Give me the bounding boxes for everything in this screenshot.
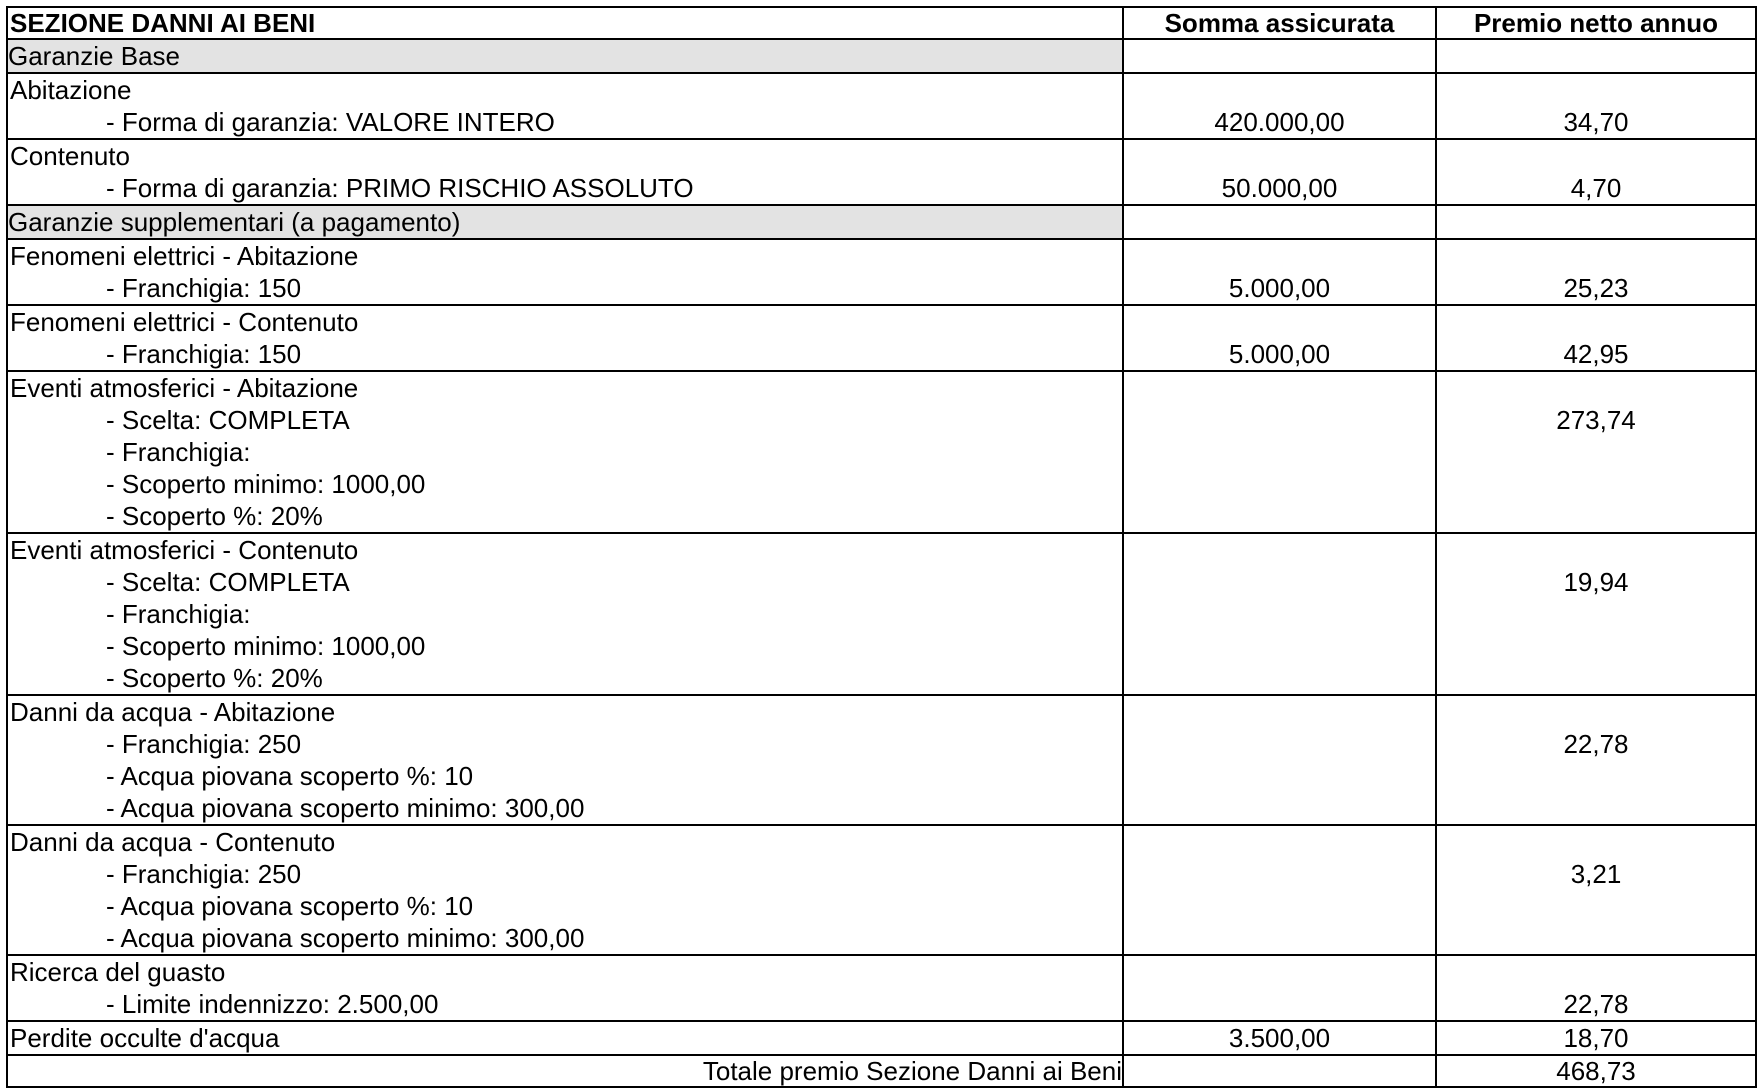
coverage-description-cell xyxy=(7,139,1123,205)
insured-sum-value: 5.000,00 xyxy=(1228,273,1331,303)
insured-sum-cell xyxy=(1123,305,1436,371)
insured-sum-cell xyxy=(1123,955,1436,1021)
coverage-detail: - Acqua piovana scoperto %: 10 xyxy=(106,761,474,791)
insured-sum-cell xyxy=(1123,73,1436,139)
coverage-name: Ricerca del guasto xyxy=(10,957,226,987)
section-empty-cell xyxy=(1436,205,1756,239)
coverage-detail: - Acqua piovana scoperto minimo: 300,00 xyxy=(106,923,585,953)
insured-sum-cell xyxy=(1123,239,1436,305)
section-row-base xyxy=(7,39,1756,73)
insured-sum-cell xyxy=(1123,371,1436,533)
coverage-row xyxy=(7,73,1756,139)
net-premium-value: 18,70 xyxy=(1563,1023,1629,1053)
coverage-row xyxy=(7,533,1756,695)
coverage-detail: - Acqua piovana scoperto %: 10 xyxy=(106,891,474,921)
coverage-row xyxy=(7,695,1756,825)
coverage-row xyxy=(7,305,1756,371)
coverage-description-cell xyxy=(7,239,1123,305)
coverage-name: Contenuto xyxy=(10,141,130,171)
insured-sum-value xyxy=(1124,662,1435,694)
net-premium-cell xyxy=(1436,825,1756,955)
net-premium-cell xyxy=(1436,1021,1756,1055)
coverage-name: Eventi atmosferici - Abitazione xyxy=(10,373,359,403)
coverage-name: Danni da acqua - Abitazione xyxy=(10,697,336,727)
section-label-supplementary: Garanzie supplementari (a pagamento) xyxy=(7,205,1123,239)
total-empty-cell xyxy=(1123,1055,1436,1087)
net-premium-value: 22,78 xyxy=(1563,729,1629,759)
coverage-description-cell xyxy=(7,1021,1123,1055)
coverage-row xyxy=(7,1021,1756,1055)
net-premium-value: 273,74 xyxy=(1556,405,1636,435)
coverage-row xyxy=(7,825,1756,955)
insurance-premium-table xyxy=(6,6,1757,1088)
coverage-detail: - Scoperto minimo: 1000,00 xyxy=(106,469,426,499)
total-premium-value: 468,73 xyxy=(1436,1055,1756,1087)
insured-sum-value xyxy=(1124,988,1435,1020)
coverage-row xyxy=(7,139,1756,205)
net-premium-value: 42,95 xyxy=(1563,339,1629,369)
header-row xyxy=(7,7,1756,39)
insured-sum-cell xyxy=(1123,825,1436,955)
section-empty-cell xyxy=(1123,205,1436,239)
insured-sum-cell xyxy=(1123,139,1436,205)
net-premium-cell xyxy=(1436,73,1756,139)
coverage-name: Danni da acqua - Contenuto xyxy=(10,827,336,857)
coverage-name: Perdite occulte d'acqua xyxy=(10,1023,280,1053)
coverage-detail: - Scoperto %: 20% xyxy=(106,501,323,531)
net-premium-value: 3,21 xyxy=(1570,859,1622,889)
coverage-detail: - Scoperto %: 20% xyxy=(106,663,323,693)
coverage-name: Fenomeni elettrici - Contenuto xyxy=(10,307,359,337)
coverage-detail: - Franchigia: xyxy=(106,437,251,467)
net-premium-value: 19,94 xyxy=(1563,567,1629,597)
net-premium-cell xyxy=(1436,139,1756,205)
net-premium-cell xyxy=(1436,371,1756,533)
section-label-base: Garanzie Base xyxy=(7,39,1123,73)
coverage-row xyxy=(7,239,1756,305)
insured-sum-cell xyxy=(1123,695,1436,825)
coverage-detail: - Acqua piovana scoperto minimo: 300,00 xyxy=(106,793,585,823)
insured-sum-value: 3.500,00 xyxy=(1228,1023,1331,1053)
total-label: Totale premio Sezione Danni ai Beni xyxy=(7,1055,1123,1087)
coverage-detail: - Franchigia: xyxy=(106,599,251,629)
section-title: SEZIONE DANNI AI BENI xyxy=(7,7,1123,39)
coverage-description-cell xyxy=(7,825,1123,955)
coverage-detail: - Scelta: COMPLETA xyxy=(106,405,350,435)
insured-sum-value: 50.000,00 xyxy=(1221,173,1338,203)
coverage-description-cell xyxy=(7,305,1123,371)
section-empty-cell xyxy=(1436,39,1756,73)
net-premium-cell xyxy=(1436,955,1756,1021)
coverage-detail: - Franchigia: 150 xyxy=(106,273,302,303)
net-premium-value: 34,70 xyxy=(1563,107,1629,137)
coverage-detail: - Franchigia: 250 xyxy=(106,729,302,759)
coverage-description-cell xyxy=(7,533,1123,695)
net-premium-cell xyxy=(1436,305,1756,371)
total-row xyxy=(7,1055,1756,1087)
coverage-description-cell xyxy=(7,695,1123,825)
coverage-detail: - Forma di garanzia: PRIMO RISCHIO ASSOLUTO xyxy=(106,173,694,203)
insured-sum-cell xyxy=(1123,533,1436,695)
coverage-detail: - Scelta: COMPLETA xyxy=(106,567,350,597)
coverage-row xyxy=(7,955,1756,1021)
coverage-detail: - Franchigia: 250 xyxy=(106,859,302,889)
coverage-description-cell xyxy=(7,371,1123,533)
coverage-detail: - Scoperto minimo: 1000,00 xyxy=(106,631,426,661)
coverage-detail: - Limite indennizzo: 2.500,00 xyxy=(106,989,439,1019)
insured-sum-value: 420.000,00 xyxy=(1214,107,1345,137)
coverage-name: Eventi atmosferici - Contenuto xyxy=(10,535,359,565)
section-row-supplementary xyxy=(7,205,1756,239)
net-premium-value: 25,23 xyxy=(1563,273,1629,303)
column-header-net-annual-premium: Premio netto annuo xyxy=(1436,7,1756,39)
insured-sum-value xyxy=(1124,922,1435,954)
net-premium-cell xyxy=(1436,239,1756,305)
coverage-row xyxy=(7,371,1756,533)
coverage-name: Abitazione xyxy=(10,75,132,105)
insured-sum-value: 5.000,00 xyxy=(1228,339,1331,369)
coverage-detail: - Franchigia: 150 xyxy=(106,339,302,369)
coverage-detail: - Forma di garanzia: VALORE INTERO xyxy=(106,107,555,137)
insured-sum-value xyxy=(1124,500,1435,532)
net-premium-value: 4,70 xyxy=(1570,173,1622,203)
coverage-description-cell xyxy=(7,955,1123,1021)
coverage-description-cell xyxy=(7,73,1123,139)
insured-sum-cell xyxy=(1123,1021,1436,1055)
section-empty-cell xyxy=(1123,39,1436,73)
insured-sum-value xyxy=(1124,792,1435,824)
column-header-insured-sum: Somma assicurata xyxy=(1123,7,1436,39)
net-premium-value: 22,78 xyxy=(1563,989,1629,1019)
net-premium-cell xyxy=(1436,533,1756,695)
net-premium-cell xyxy=(1436,695,1756,825)
coverage-name: Fenomeni elettrici - Abitazione xyxy=(10,241,359,271)
